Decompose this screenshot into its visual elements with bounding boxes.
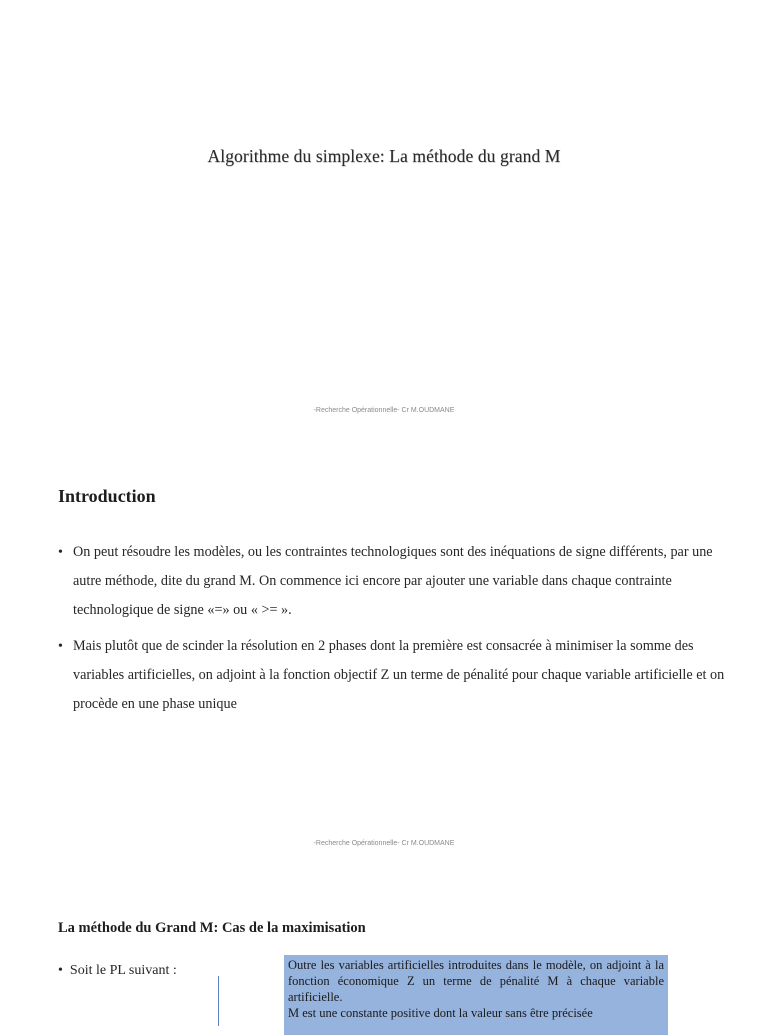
- bullet-icon: •: [58, 545, 63, 560]
- slide-footer: -Recherche Opérationnelle- Cr M.OUDMANE: [313, 407, 455, 414]
- section-heading-grand-m: La méthode du Grand M: Cas de la maximisation: [58, 920, 366, 936]
- bracket-line: [218, 976, 219, 1026]
- note-paragraph: M est une constante positive dont la valeur sans être précisée: [288, 1006, 593, 1020]
- introduction-bullet-list: [58, 538, 728, 726]
- bullet-text: Soit le PL suivant :: [69, 963, 177, 978]
- list-item: [58, 632, 728, 719]
- bullet-text: On peut résoudre les modèles, ou les contraintes technologiques sont des inéquations de signe différents, par une autre méthode, dite du grand M. On commence ici encore par ajouter une variable dans chaque contrainte technologique de signe «=» ou « >= ».: [73, 544, 713, 618]
- list-item: [58, 538, 728, 625]
- bullet-text: Mais plutôt que de scinder la résolution en 2 phases dont la première est consacrée à minimiser la somme des variables artificielles, on adjoint à la fonction objectif Z un terme de pénalité pour chaque variable artificielle et on procède en une phase unique: [73, 638, 725, 712]
- list-item: [58, 963, 177, 979]
- section-heading-introduction: Introduction: [58, 486, 156, 506]
- bullet-icon: •: [58, 639, 63, 654]
- slide-footer: -Recherche Opérationnelle- Cr M.OUDMANE: [313, 840, 455, 847]
- note-box: [284, 955, 668, 1035]
- bullet-icon: •: [58, 963, 63, 978]
- note-paragraph: Outre les variables artificielles introduites dans le modèle, on adjoint à la fonction économique Z un terme de pénalité M à chaque variable artificielle.: [288, 958, 664, 1004]
- slide-title: Algorithme du simplexe: La méthode du grand M: [207, 146, 561, 166]
